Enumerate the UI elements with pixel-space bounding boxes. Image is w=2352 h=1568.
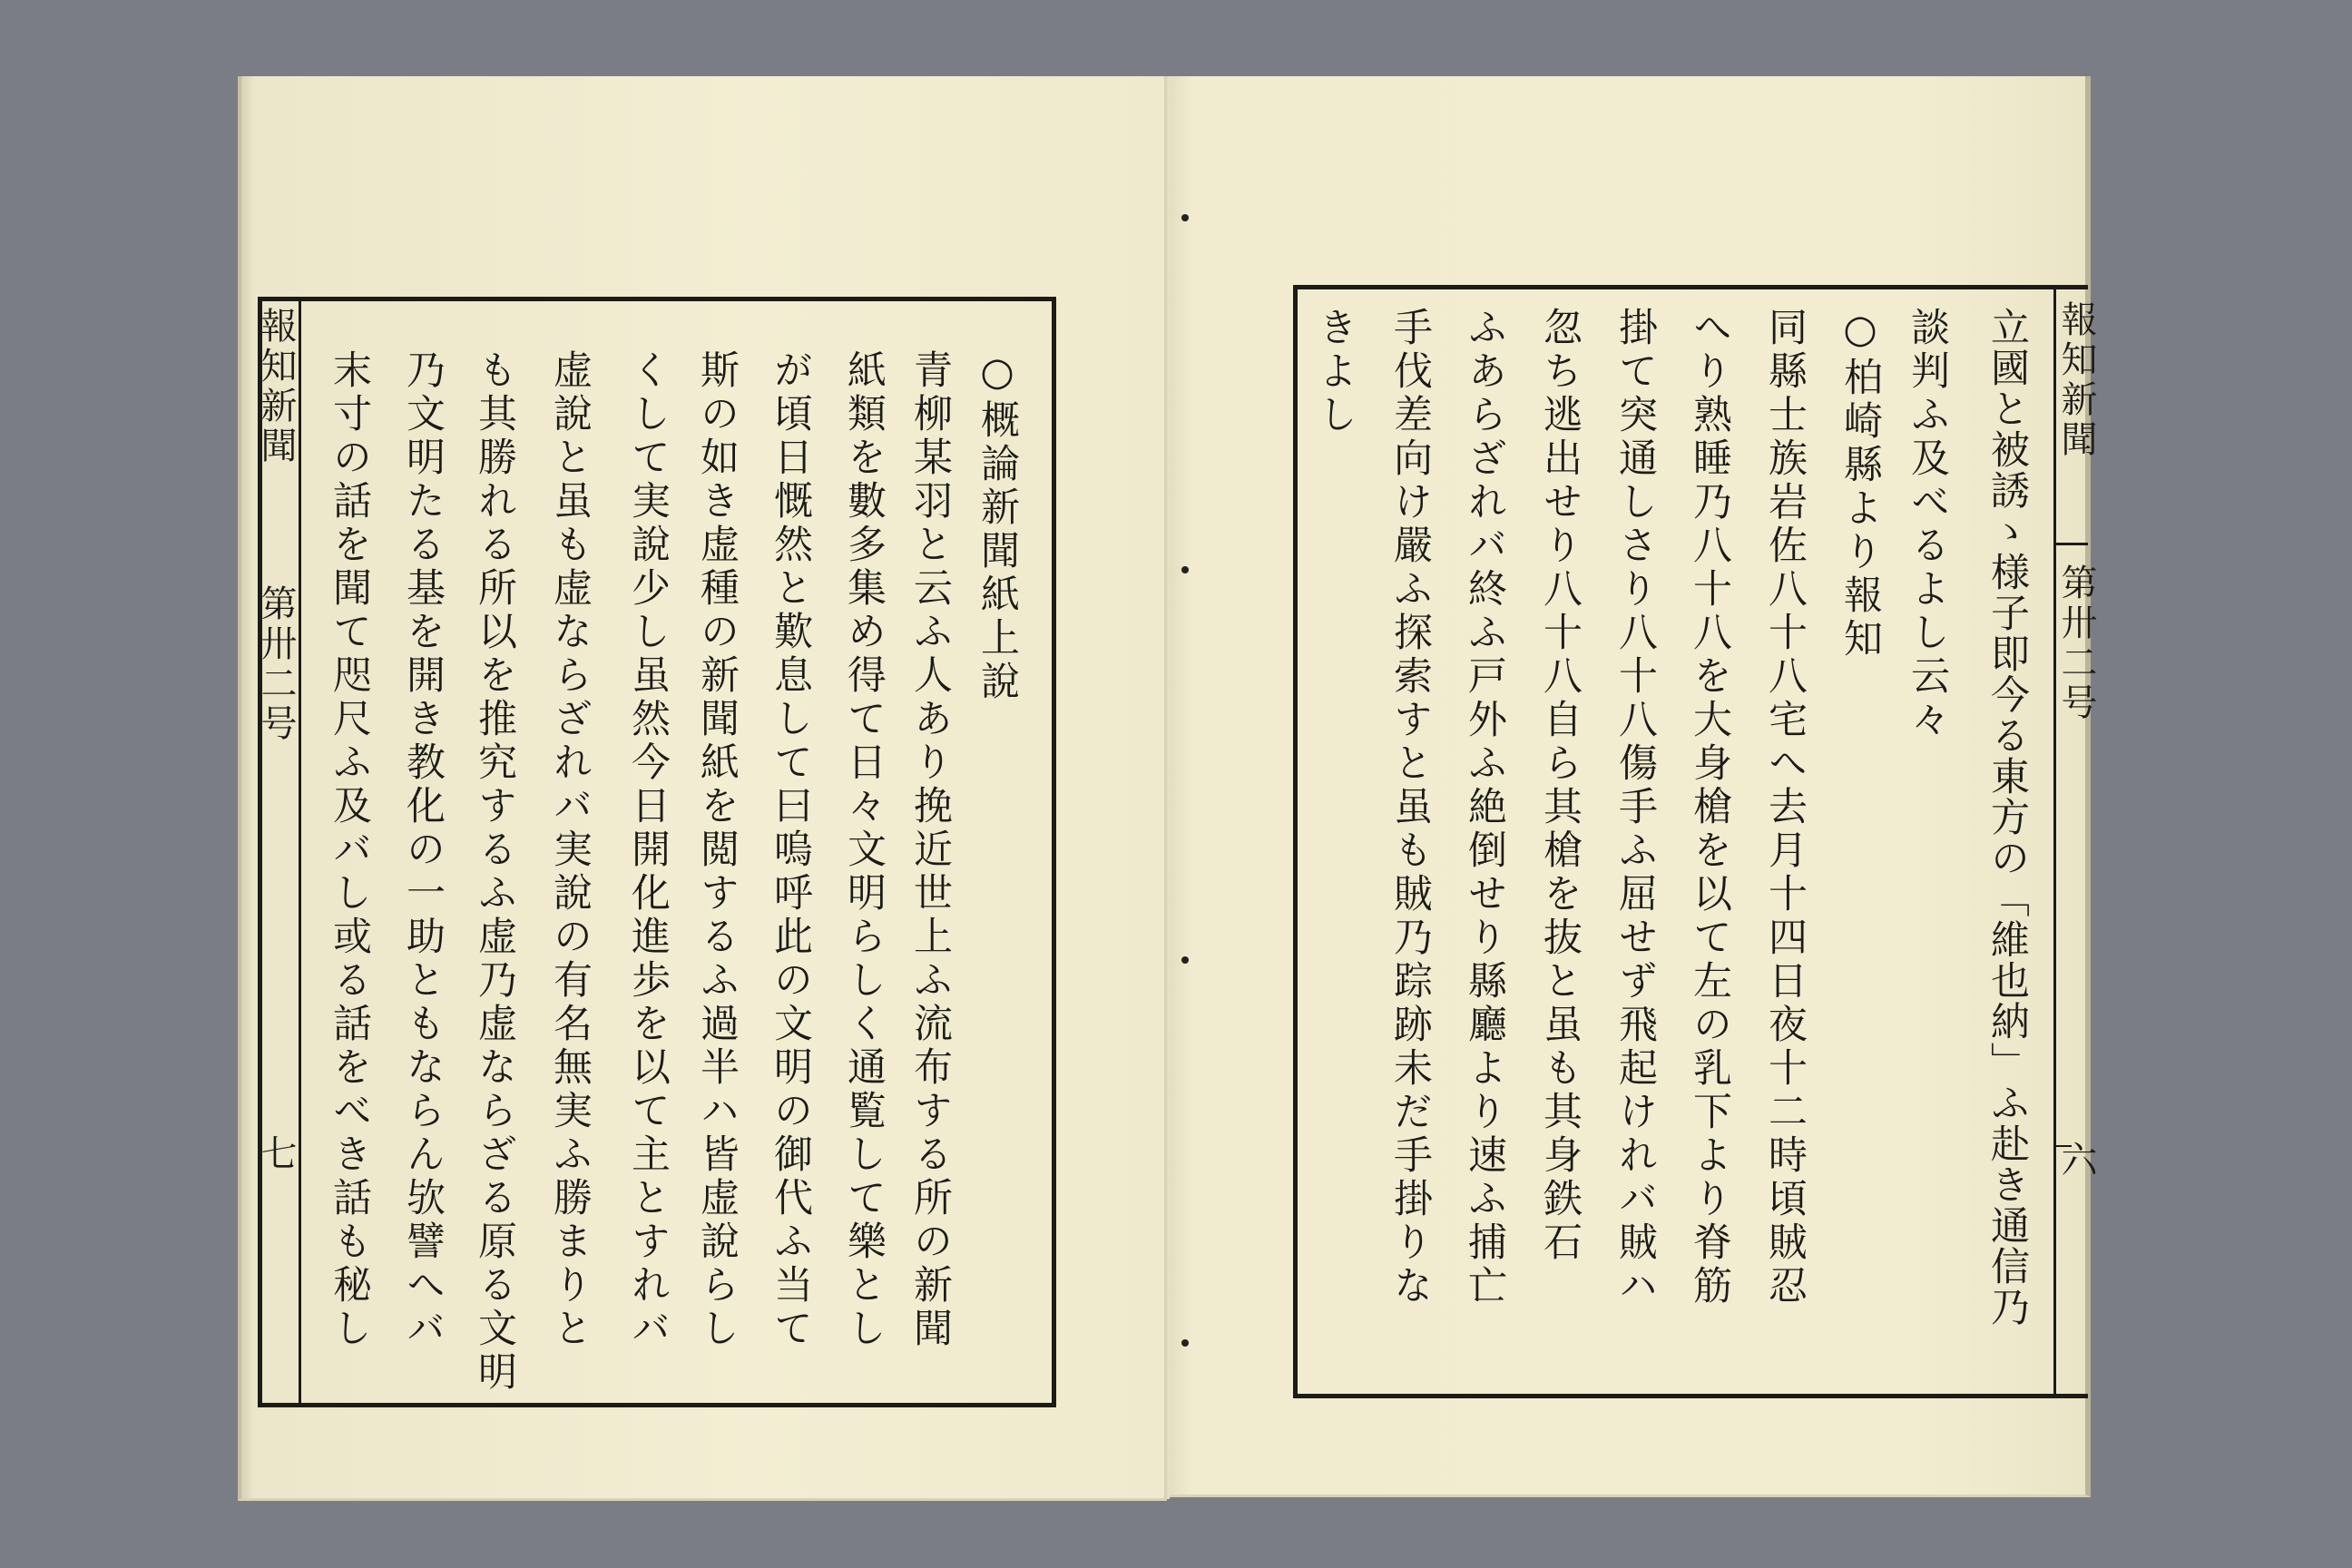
right-column: 忽ち逃出せり八十八自ら其槍を抜と虽も其身鉄石 [1537, 307, 1583, 1265]
left-header-issue: 第卅二号 [255, 584, 297, 744]
right-column: 手伐差向け嚴ふ探索すと虽も賊乃踪跡未だ手掛りな [1387, 307, 1433, 1308]
right-column: 掛て突通しさり八十八傷手ふ屈せず飛起けれバ賊ハ [1612, 307, 1658, 1308]
right-column: へり熟睡乃八十八を大身槍を以て左の乳下より脊筋 [1687, 307, 1732, 1308]
left-column: が頃日慨然と歎息して曰嗚呼此の文明の御代ふ当て [768, 349, 813, 1351]
binding-hole [1181, 1339, 1189, 1347]
binding-hole [1181, 566, 1189, 573]
right-running-header [2055, 289, 2097, 1394]
binding-hole [1181, 956, 1189, 964]
right-column: 同縣士族岩佐八十八宅へ去月十四日夜十二時頃賊忍 [1762, 307, 1808, 1308]
right-page-number: 六 [2055, 1141, 2097, 1181]
left-header-title: 報知新聞 [255, 307, 297, 466]
left-column: 乃文明たる基を開き教化の一助ともならん欤譬へバ [400, 349, 446, 1351]
left-column: 末寸の話を聞て咫尺ふ及バし或る話をべき話も秘し [327, 349, 372, 1351]
left-header-rule [299, 297, 301, 1407]
left-column: 紙類を數多集め得て日々文明らしく通覧して樂とし [841, 349, 887, 1351]
right-column-title: ○柏崎縣より報知 [1838, 307, 1883, 662]
left-column-title: ○概論新聞紙上說 [975, 349, 1020, 704]
left-column: 青柳某羽と云ふ人あり挽近世上ふ流布する所の新聞 [907, 349, 953, 1351]
left-column: も其勝れる所以を推究するふ虚乃虚ならざる原る文明 [472, 349, 517, 1395]
right-header-title: 報知新聞 [2055, 300, 2097, 460]
binding-hole [1181, 214, 1189, 221]
right-column: きよし [1312, 307, 1357, 437]
right-column: ふあらざれバ終ふ戸外ふ絶倒せり縣廳より速ふ捕亡 [1462, 307, 1507, 1308]
left-running-header [255, 301, 299, 1403]
book-gutter [1164, 76, 1170, 1499]
right-column: 談判ふ及べるよし云々 [1905, 307, 1950, 742]
left-column: 虚說と虽も虚ならざれバ実說の有名無実ふ勝まりと [547, 349, 593, 1351]
left-column: 斯の如き虚種の新聞紙を閲するふ過半ハ皆虚說らし [694, 349, 740, 1351]
right-column: 立國と被誘ゝ様子即今る東方の「維也納」ふ赴き通信乃 [1984, 307, 2030, 1328]
left-column: くして実說少し虽然今日開化進歩を以て主とすれバ [625, 349, 671, 1351]
right-header-issue: 第卅二号 [2055, 564, 2097, 723]
left-page-number: 七 [255, 1134, 297, 1174]
